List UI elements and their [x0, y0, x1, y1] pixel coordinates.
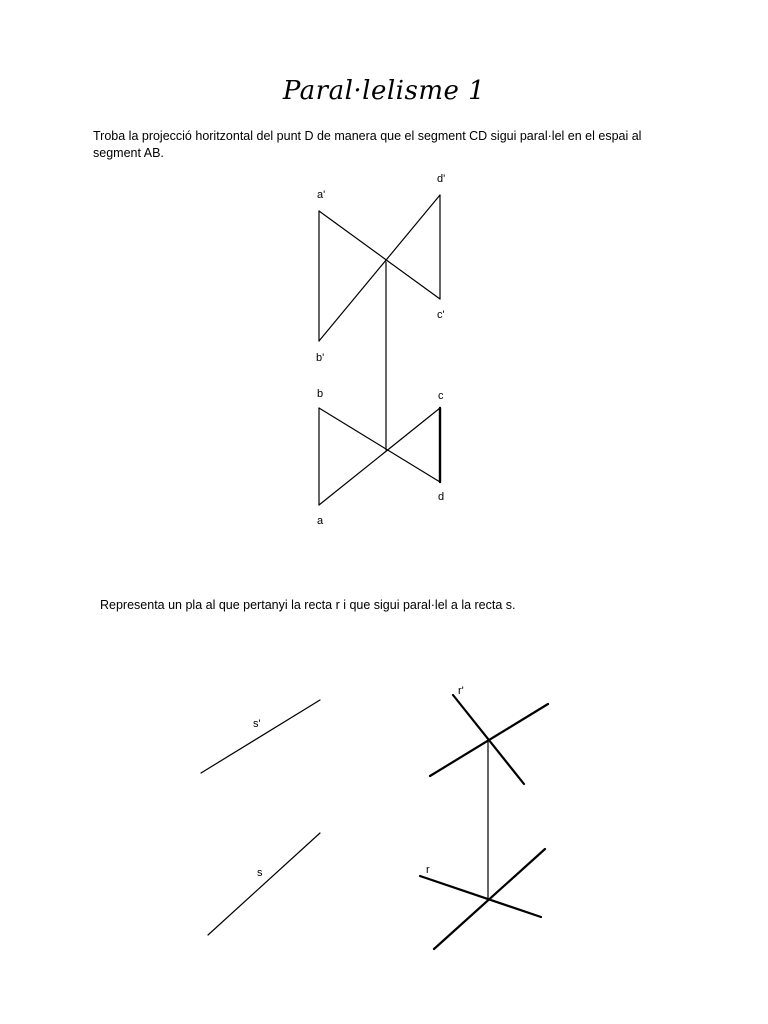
label-r: r: [426, 864, 430, 876]
exercise-1-instruction: Troba la projecció horitzontal del punt D de manera que el segment CD sigui paral·lel en el espai al segment AB.: [93, 129, 642, 160]
segment-a-c: [319, 408, 440, 505]
label-d-prime: d': [437, 173, 446, 185]
segment-a-prime-c-prime: [319, 211, 440, 299]
label-r-prime: r': [458, 685, 464, 697]
label-a-prime: a': [317, 189, 326, 201]
line-crossing-r: [434, 849, 545, 949]
page-title: Paral·lelisme 1: [282, 76, 486, 106]
line-crossing-r-prime: [430, 704, 548, 776]
label-d: d: [438, 491, 445, 503]
segment-b-prime-d-prime: [319, 195, 440, 341]
line-s-prime: [201, 700, 320, 773]
exercise-2-instruction: Representa un pla al que pertanyi la recta r i que sigui paral·lel a la recta s.: [100, 598, 516, 612]
label-b: b: [317, 388, 324, 400]
label-s-prime: s': [253, 718, 261, 730]
line-r: [420, 876, 541, 917]
line-s: [208, 833, 320, 935]
segment-b-d: [319, 408, 440, 482]
label-s: s: [257, 867, 263, 879]
label-c: c: [438, 390, 444, 402]
label-b-prime: b': [316, 352, 325, 364]
label-a: a: [317, 515, 324, 527]
label-c-prime: c': [437, 309, 445, 321]
